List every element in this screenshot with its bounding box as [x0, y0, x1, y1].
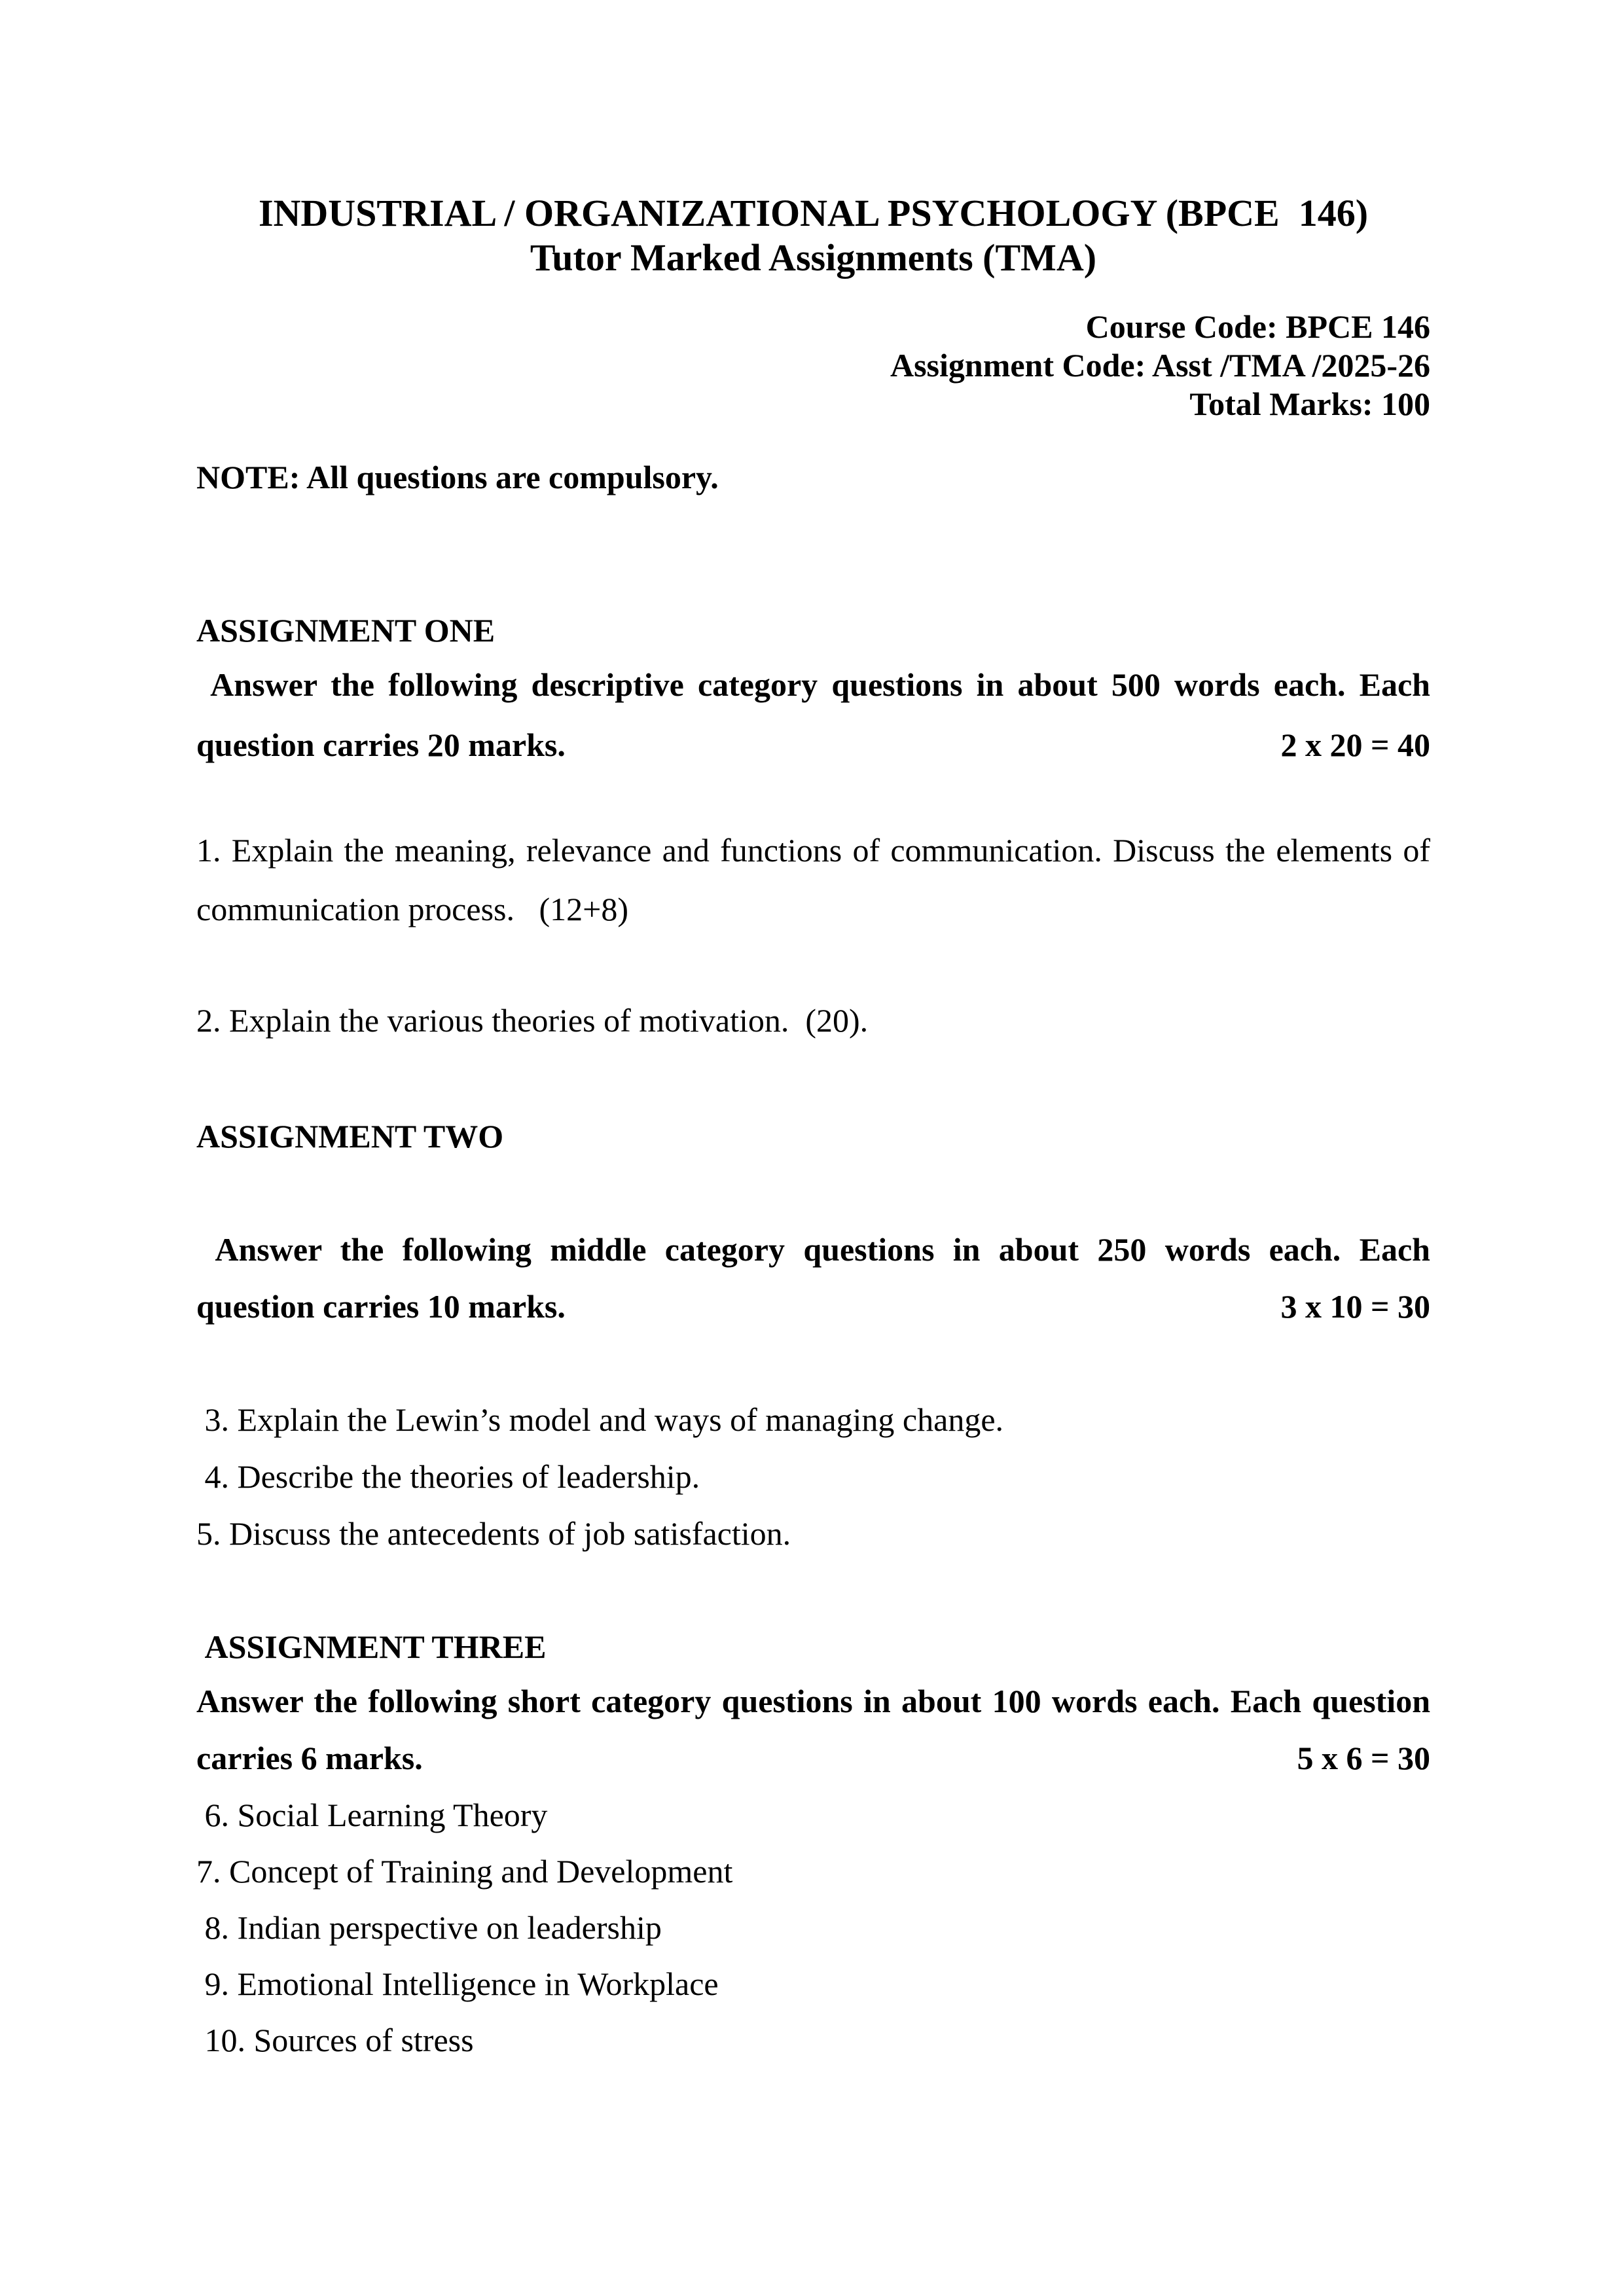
assignment-two-instruction-line2: question carries 10 marks. [196, 1288, 566, 1325]
question-6: 6. Social Learning Theory [196, 1797, 548, 1833]
assignment-one-instruction-line1: Answer the following descriptive category questions in about 500 words each. Each [196, 666, 1430, 703]
question-10: 10. Sources of stress [196, 2022, 474, 2058]
note-compulsory: NOTE: All questions are compulsory. [196, 459, 719, 495]
assignment-one-instruction-line2: question carries 20 marks. [196, 726, 566, 763]
question-8: 8. Indian perspective on leadership [196, 1909, 662, 1946]
document-subtitle: Tutor Marked Assignments (TMA) [530, 236, 1097, 279]
course-code-line: Course Code: BPCE 146 [1085, 308, 1430, 345]
assignment-two-marks-formula: 3 x 10 = 30 [1280, 1288, 1430, 1325]
course-title: INDUSTRIAL / ORGANIZATIONAL PSYCHOLOGY (BPCE 146) [258, 192, 1369, 234]
question-7: 7. Concept of Training and Development [196, 1853, 733, 1890]
assignment-three-marks-formula: 5 x 6 = 30 [1297, 1740, 1430, 1776]
assignment-two-instruction-line1: Answer the following middle category questions in about 250 words each. Each [196, 1231, 1430, 1268]
assignment-one-heading: ASSIGNMENT ONE [196, 612, 496, 649]
assignment-three-heading: ASSIGNMENT THREE [196, 1628, 547, 1665]
question-3: 3. Explain the Lewin’s model and ways of managing change. [196, 1401, 1004, 1438]
assignment-code-line: Assignment Code: Asst /TMA /2025-26 [890, 347, 1430, 384]
question-2: 2. Explain the various theories of motivation. (20). [196, 1002, 869, 1039]
question-5: 5. Discuss the antecedents of job satisfaction. [196, 1515, 791, 1552]
assignment-one-marks-formula: 2 x 20 = 40 [1280, 726, 1430, 763]
assignment-three-instructions [196, 1673, 1430, 1787]
question-9: 9. Emotional Intelligence in Workplace [196, 1965, 719, 2002]
assignment-three-instruction-line1: Answer the following short category questions in about 100 words each. Each question [196, 1683, 1430, 1719]
document-title-block [196, 191, 1430, 280]
question-4: 4. Describe the theories of leadership. [196, 1458, 700, 1495]
question-1-line2: communication process. (12+8) [196, 891, 628, 927]
assignment-three-questions [196, 1787, 1430, 2068]
assignment-two-questions [196, 1391, 1430, 1562]
total-marks-line: Total Marks: 100 [1189, 386, 1430, 422]
assignment-one-instructions [196, 655, 1430, 775]
assignment-two-instructions [196, 1221, 1430, 1335]
assignment-two-heading: ASSIGNMENT TWO [196, 1118, 504, 1155]
assignment-three-instruction-line2: carries 6 marks. [196, 1740, 423, 1776]
question-1 [196, 821, 1430, 939]
question-1-line1: 1. Explain the meaning, relevance and functions of communication. Discuss the elements of [196, 832, 1430, 869]
course-info-block [196, 308, 1430, 423]
